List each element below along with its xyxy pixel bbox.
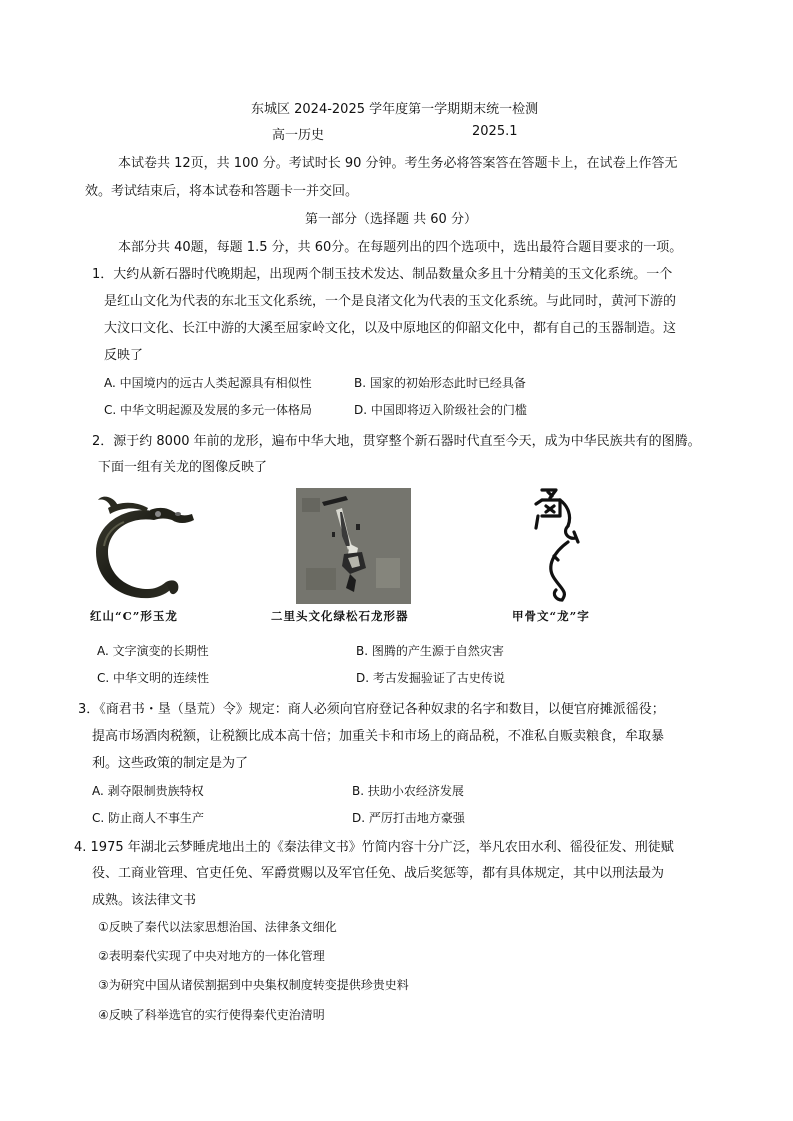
q1-option-b: B. 国家的初始形态此时已经具备 [354, 376, 526, 390]
q1-option-a: A. 中国境内的远古人类起源具有相似性 [104, 376, 312, 390]
q4-statement-3: ③为研究中国从诸侯割据到中央集权制度转变提供珍贵史料 [98, 978, 409, 992]
caption-erlitou-dragon: 二里头文化绿松石龙形器 [271, 609, 409, 623]
q2-option-b: B. 图腾的产生源于自然灾害 [356, 644, 504, 658]
q1-option-d: D. 中国即将迈入阶级社会的门槛 [354, 403, 527, 417]
q1-stem-line-1: 1．大约从新石器时代晚期起，出现两个制玉技术发达、制品数量众多且十分精美的玉文化系统。一个 [92, 267, 673, 282]
intro-line-1: 本试卷共 12页，共 100 分。考试时长 90 分钟。考生务必将答案答在答题卡上，在试卷上作答无 [118, 156, 678, 171]
q2-option-d: D. 考古发掘验证了古史传说 [356, 671, 505, 685]
exam-title: 东城区 2024-2025 学年度第一学期期末统一检测 [251, 102, 539, 117]
hongshan-jade-dragon-image [88, 486, 204, 604]
erlitou-turquoise-dragon-image [296, 488, 411, 604]
q4-stem-line-1: 4. 1975 年湖北云梦睡虎地出土的《秦法律文书》竹简内容十分广泛，举凡农田水利、徭役征发、刑徒赋 [74, 840, 674, 855]
q2-option-a: A. 文字演变的长期性 [97, 644, 209, 658]
q2-stem-line-2: 下面一组有关龙的图像反映了 [98, 460, 268, 475]
q4-stem-line-3: 成熟。该法律文书 [92, 893, 197, 908]
q1-stem-line-3: 大汶口文化、长江中游的大溪至屈家岭文化，以及中原地区的仰韶文化中，都有自己的玉器制造。这 [104, 321, 677, 336]
oracle-bone-dragon-glyph-image [528, 486, 584, 604]
q2-stem-line-1: 2．源于约 8000 年前的龙形，遍布中华大地，贯穿整个新石器时代直至今天，成为中华民族共有的图腾。 [92, 434, 701, 449]
q3-option-a: A. 剥夺限制贵族特权 [92, 784, 204, 798]
q4-statement-1: ①反映了秦代以法家思想治国、法律条文细化 [98, 920, 337, 934]
q4-statement-4: ④反映了科举选官的实行使得秦代吏治清明 [98, 1008, 325, 1022]
caption-hongshan-dragon: 红山“C”形玉龙 [90, 609, 178, 623]
intro-line-2: 效。考试结束后，将本试卷和答题卡一并交回。 [85, 184, 359, 199]
part1-title: 第一部分（选择题 共 60 分） [305, 212, 477, 227]
q3-option-b: B. 扶助小农经济发展 [352, 784, 464, 798]
q1-option-c: C. 中华文明起源及发展的多元一体格局 [104, 403, 313, 417]
q1-stem-line-4: 反映了 [104, 348, 144, 363]
q3-stem-line-1: 3．《商君书・垦（垦荒）令》规定：商人必须向官府登记各种奴隶的名字和数目，以便官府摊派徭役； [78, 702, 665, 717]
q3-option-d: D. 严厉打击地方豪强 [352, 811, 465, 825]
part1-instruction: 本部分共 40题，每题 1.5 分，共 60分。在每题列出的四个选项中，选出最符合题目要求的一项。 [118, 240, 683, 255]
q3-option-c: C. 防止商人不事生产 [92, 811, 205, 825]
q3-stem-line-2: 提高市场酒肉税额，让税额比成本高十倍；加重关卡和市场上的商品税，不准私自贩卖粮食，牟取暴 [92, 729, 665, 744]
caption-oracle-dragon: 甲骨文“龙”字 [512, 609, 590, 623]
exam-date: 2025.1 [472, 124, 518, 139]
exam-subject: 高一历史 [272, 128, 325, 143]
q1-stem-line-2: 是红山文化为代表的东北玉文化系统，一个是良渚文化为代表的玉文化系统。与此同时，黄河下游的 [104, 294, 677, 309]
q4-stem-line-2: 役、工商业管理、官吏任免、军爵赏赐以及军官任免、战后奖惩等，都有具体规定，其中以刑法最为 [92, 866, 665, 881]
q3-stem-line-3: 利。这些政策的制定是为了 [92, 756, 249, 771]
q2-option-c: C. 中华文明的连续性 [97, 671, 210, 685]
q4-statement-2: ②表明秦代实现了中央对地方的一体化管理 [98, 949, 325, 963]
